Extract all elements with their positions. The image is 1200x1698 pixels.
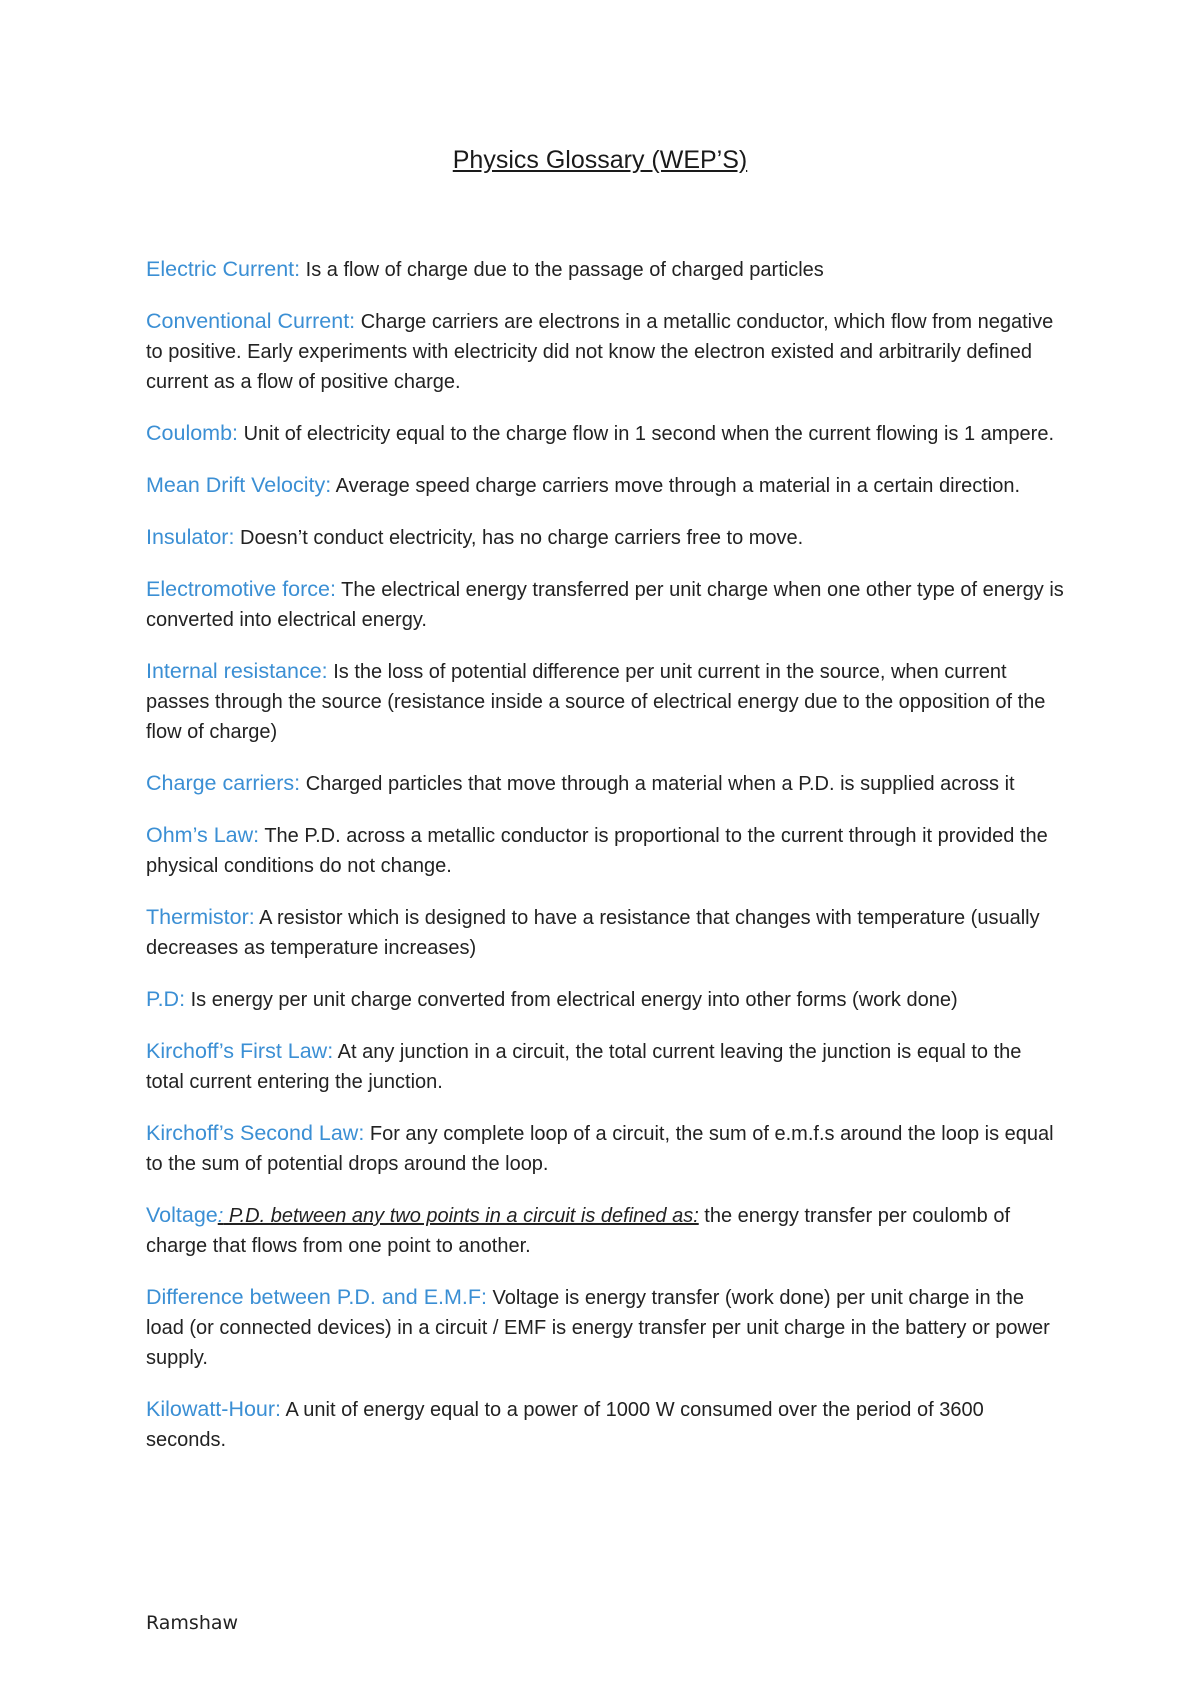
glossary-entry xyxy=(146,1118,1064,1179)
glossary-term: Voltage xyxy=(146,1203,218,1227)
glossary-term: Mean Drift Velocity: xyxy=(146,473,332,497)
glossary-definition: Is a flow of charge due to the passage of charged particles xyxy=(300,259,824,281)
glossary-entry xyxy=(146,254,1064,285)
glossary-term: Kirchoff’s First Law: xyxy=(146,1039,334,1063)
glossary-entry xyxy=(146,1036,1064,1097)
glossary-definition: Charge carriers are electrons in a metallic conductor, which flow from negative to positive. Early experiments with electricity did not know the electron existed and arbitrarily defined current as a flow of positive charge. xyxy=(146,311,1054,393)
glossary-definition: Average speed charge carriers move through a material in a certain direction. xyxy=(331,475,1021,497)
glossary-entry xyxy=(146,984,1064,1015)
glossary-entry xyxy=(146,470,1064,501)
glossary-entry xyxy=(146,768,1064,799)
glossary-entry xyxy=(146,522,1064,553)
glossary-entry xyxy=(146,820,1064,881)
glossary-entry xyxy=(146,418,1064,449)
glossary-entry xyxy=(146,656,1064,747)
glossary-definition: At any junction in a circuit, the total current leaving the junction is equal to the total current entering the junction. xyxy=(146,1041,1022,1093)
voltage-underlined-text: P.D. between any two points in a circuit is defined as: xyxy=(223,1205,699,1227)
glossary-term: Kilowatt-Hour: xyxy=(146,1397,282,1421)
glossary-entry xyxy=(146,1394,1064,1455)
glossary-definition: the energy transfer per coulomb of charge that flows from one point to another. xyxy=(146,1205,1011,1257)
voltage-underlined-phrase xyxy=(218,1205,699,1227)
glossary-definition: The electrical energy transferred per unit charge when one other type of energy is converted into electrical energy. xyxy=(146,579,1064,631)
glossary-definition: A resistor which is designed to have a resistance that changes with temperature (usually decreases as temperature increases) xyxy=(146,907,1040,959)
glossary-definition: Unit of electricity equal to the charge flow in 1 second when the current flowing is 1 ampere. xyxy=(238,423,1055,445)
glossary-entry xyxy=(146,306,1064,397)
glossary-entry-voltage xyxy=(146,1200,1064,1261)
voltage-colon: : xyxy=(217,1205,224,1227)
glossary-definition: Is the loss of potential difference per unit current in the source, when current passes through the source (resistance inside a source of electrical energy due to the opposition of the flow of charge) xyxy=(146,661,1046,743)
page-title: Physics Glossary (WEP’S) xyxy=(452,146,748,174)
glossary-term: Thermistor: xyxy=(146,905,255,929)
glossary-definition: Doesn’t conduct electricity, has no charge carriers free to move. xyxy=(234,527,804,549)
glossary-definition: For any complete loop of a circuit, the sum of e.m.f.s around the loop is equal to the sum of potential drops around the loop. xyxy=(146,1123,1054,1175)
glossary-term: Kirchoff’s Second Law: xyxy=(146,1121,365,1145)
glossary-definition: Charged particles that move through a material when a P.D. is supplied across it xyxy=(300,773,1015,795)
glossary-term: Electromotive force: xyxy=(146,577,336,601)
glossary-term: Conventional Current: xyxy=(146,309,356,333)
glossary-term: Insulator: xyxy=(146,525,235,549)
glossary-term: Electric Current: xyxy=(146,257,301,281)
glossary-definition: The P.D. across a metallic conductor is proportional to the current through it provided the physical conditions do not change. xyxy=(146,825,1048,877)
glossary-term: Difference between P.D. and E.M.F: xyxy=(146,1285,487,1309)
page-footer-author: Ramshaw xyxy=(146,1612,239,1634)
glossary-definition: A unit of energy equal to a power of 1000 W consumed over the period of 3600 seconds. xyxy=(146,1399,984,1451)
glossary-term: Ohm’s Law: xyxy=(146,823,260,847)
glossary-definition: Is energy per unit charge converted from electrical energy into other forms (work done) xyxy=(185,989,958,1011)
glossary-entry xyxy=(146,574,1064,635)
glossary-term: Coulomb: xyxy=(146,421,239,445)
glossary-term: Internal resistance: xyxy=(146,659,328,683)
glossary-term: P.D: xyxy=(146,987,186,1011)
glossary-entry xyxy=(146,1282,1064,1373)
glossary-entry xyxy=(146,902,1064,963)
glossary-term: Charge carriers: xyxy=(146,771,301,795)
glossary-list xyxy=(146,254,1064,1476)
glossary-definition: Voltage is energy transfer (work done) per unit charge in the load (or connected devices) in a circuit / EMF is energy transfer per unit charge in the battery or power supply. xyxy=(146,1287,1050,1369)
